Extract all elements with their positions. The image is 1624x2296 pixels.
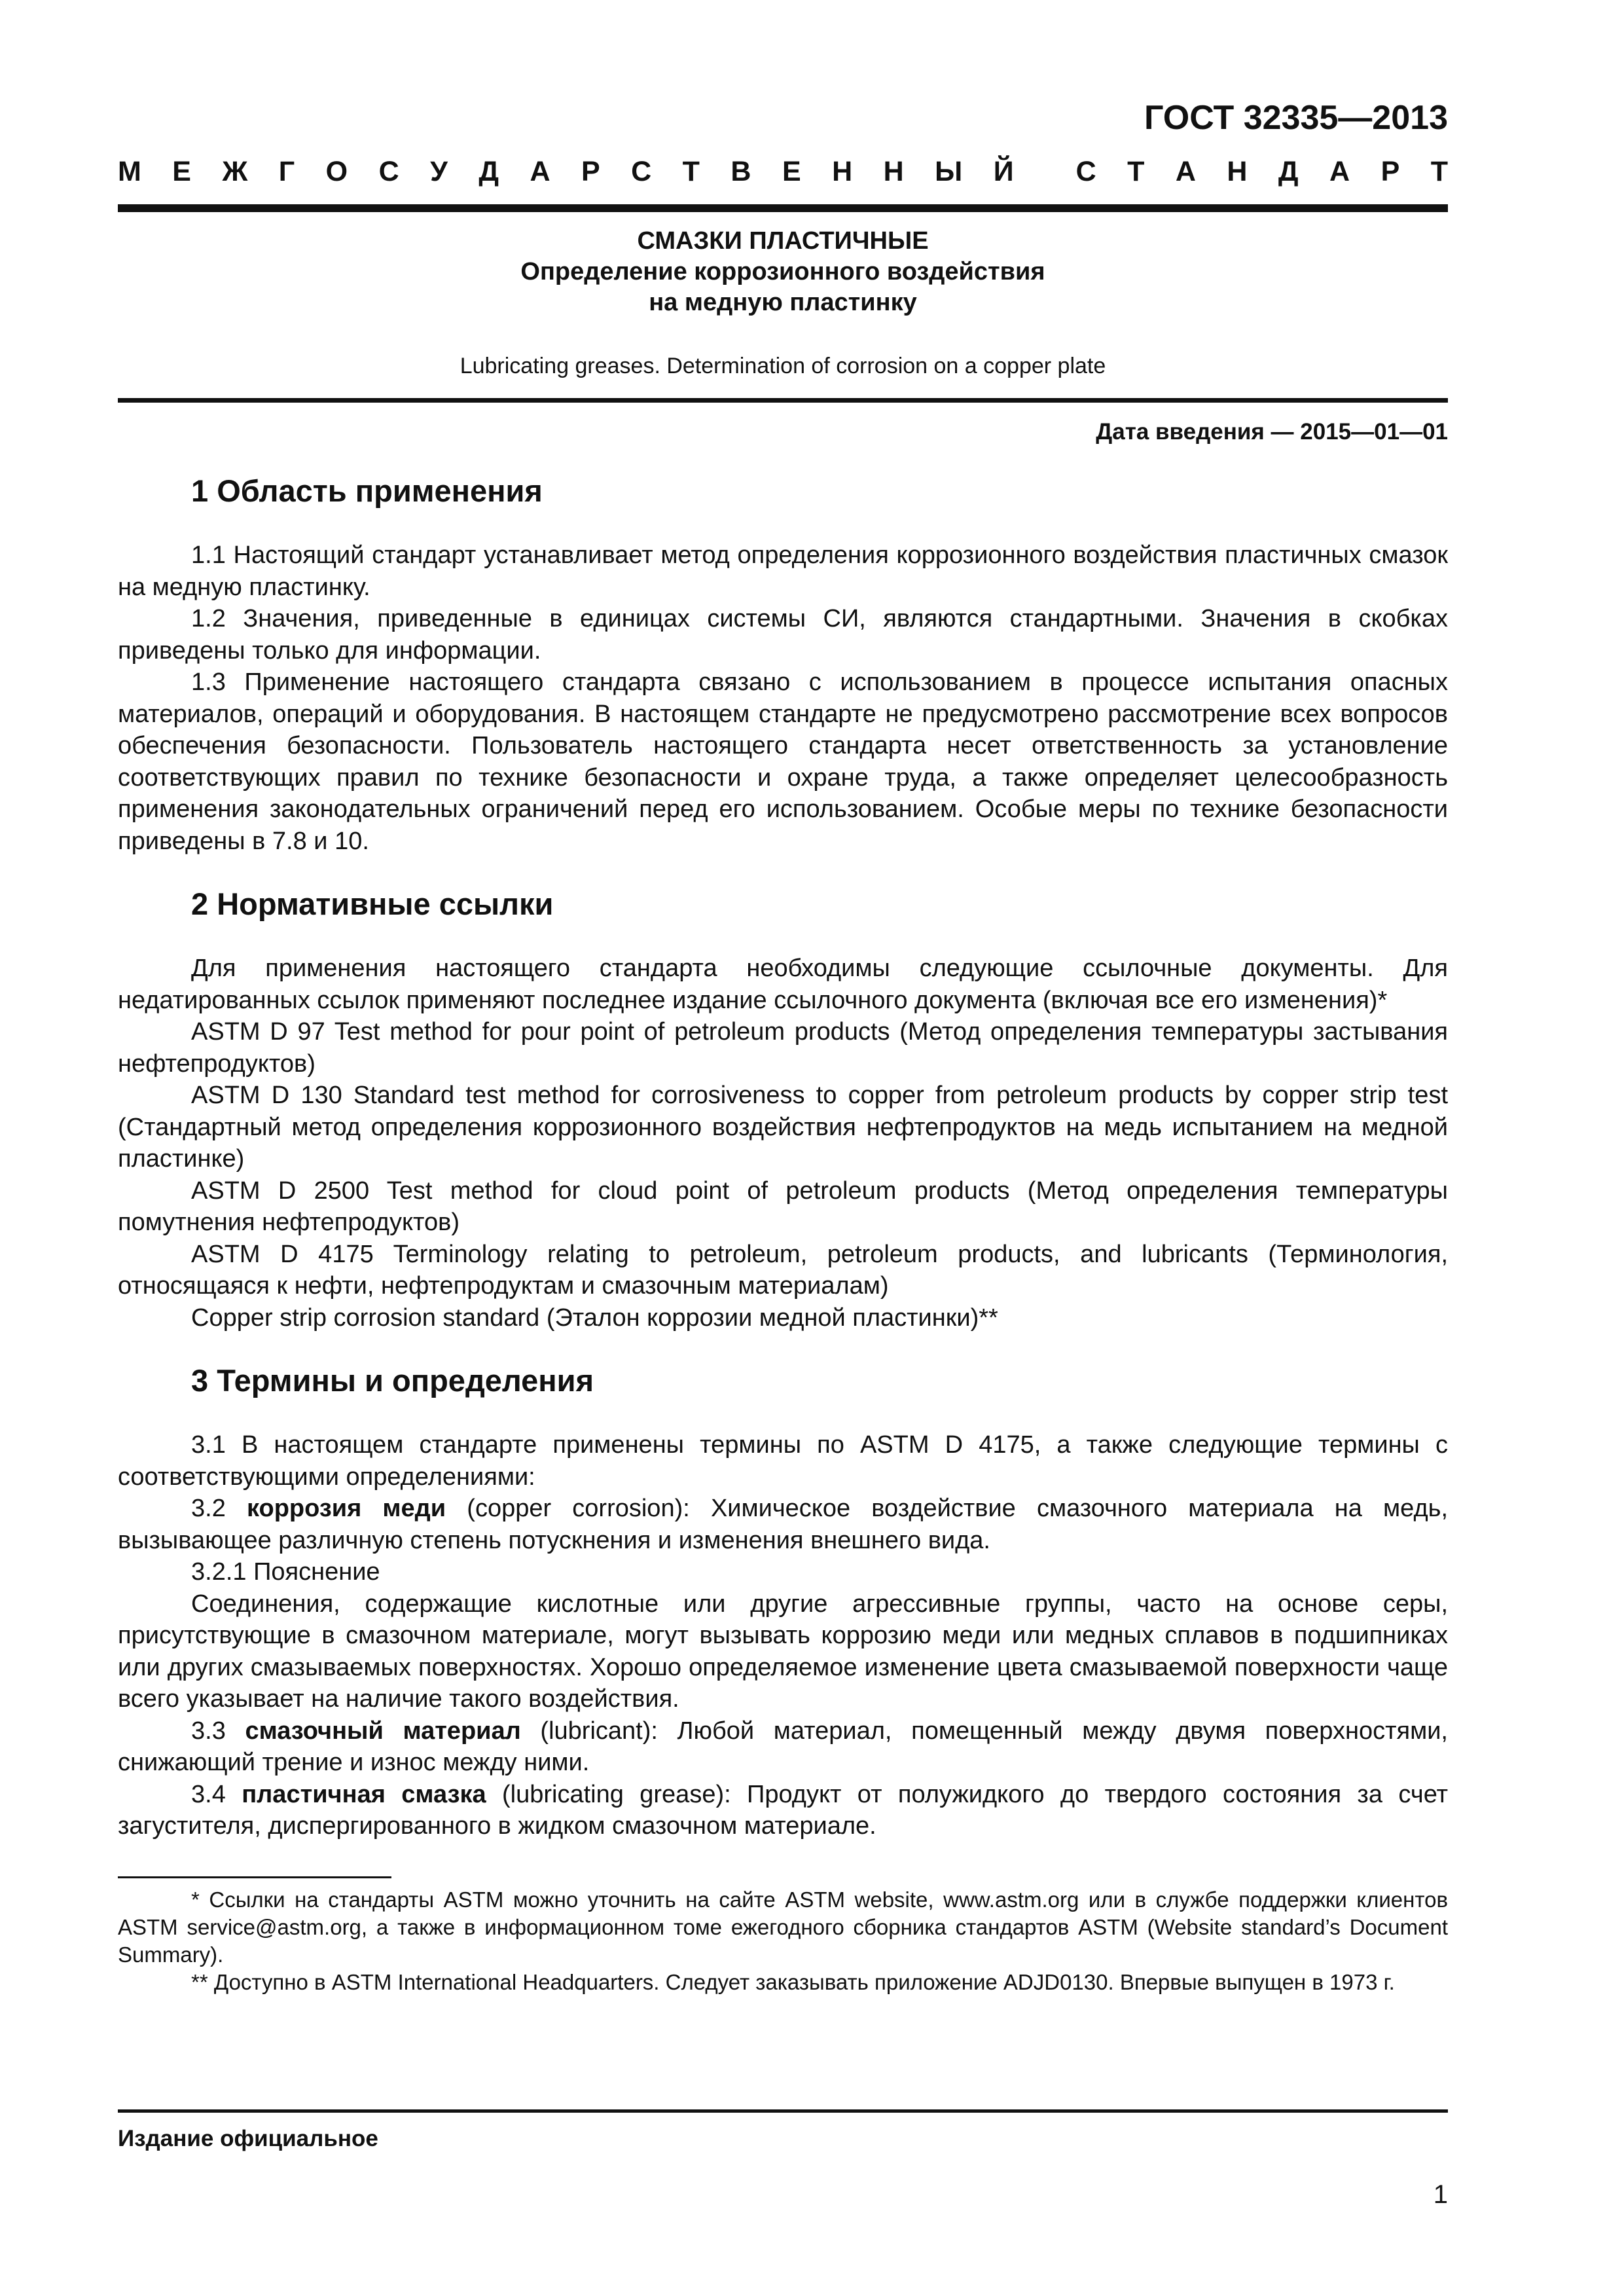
banner-letter: О: [325, 156, 348, 187]
paragraph: 3.2.1 Пояснение: [191, 1558, 380, 1586]
banner-letter: Н: [883, 156, 904, 187]
banner-letter: Т: [1430, 156, 1448, 187]
banner-letter: Ж: [222, 156, 248, 187]
banner-letter: Т: [682, 156, 700, 187]
subtitle-line: на медную пластинку: [649, 289, 917, 316]
paragraph: 1.3 Применение настоящего стандарта связано с использованием в процессе испытания опасных материалов, операций и оборудования. В настоящем стандарте не предусмотрено рассмотрение всех вопросов обеспечения безопасности. Пользователь настоящего стандарта несет ответственность за установление соответствующих правил по технике безопасности и охране труда, а также определяет целесообразность применения законодательных ограничений перед его использованием. Особые меры по технике безопасности приведены в 7.8 и 10.: [118, 668, 1448, 855]
clause-number: 3.3: [191, 1717, 245, 1745]
banner-letter: У: [430, 156, 448, 187]
term: коррозия меди: [246, 1495, 446, 1522]
gost-number: ГОСТ 32335—2013: [1144, 99, 1448, 137]
banner-letter: М: [118, 156, 141, 187]
banner-letter: А: [530, 156, 550, 187]
term-definition: [118, 1779, 1448, 1842]
banner-letter: Й: [993, 156, 1014, 187]
section-heading: 2 Нормативные ссылки: [191, 886, 554, 921]
paragraph: Для применения настоящего стандарта необходимы следующие ссылочные документы. Для недатированных ссылок применяют последнее издание ссылочного документа (включая все его изменения)*: [118, 955, 1448, 1014]
banner-letter: А: [1175, 156, 1196, 187]
reference-item: Copper strip corrosion standard (Эталон коррозии медной пластинки)**: [191, 1303, 998, 1332]
paragraph: Соединения, содержащие кислотные или другие агрессивные группы, часто на основе серы, присутствующие в смазочном материале, могут вызывать коррозию меди или медных сплавов в подшипниках или других смазываемых поверхностях. Хорошо определяемое изменение цвета смазываемой поверхности чаще всего указывает на наличие такого воздействия.: [118, 1590, 1448, 1713]
banner-letter: Н: [832, 156, 853, 187]
banner-letter: Д: [1278, 156, 1299, 187]
document-page: [118, 0, 1448, 2296]
title-rule: [118, 398, 1448, 403]
banner-letter: Р: [581, 156, 600, 187]
term: пластичная смазка: [242, 1780, 486, 1808]
banner-letter: Д: [478, 156, 499, 187]
reference-item: ASTM D 4175 Terminology relating to petroleum, petroleum products, and lubricants (Терминология, относящаяся к нефти, нефтепродуктам и смазочным материалам): [118, 1240, 1448, 1300]
term-definition: [118, 1715, 1448, 1779]
footnote: * Ссылки на стандарты ASTM можно уточнить на сайте ASTM website, www.astm.org или в службе поддержки клиентов ASTM service@astm.org, а также в информационном томе ежегодного сборника стандартов ASTM (Website standard’s Document Summary).: [118, 1887, 1448, 1967]
definition-text: (lubricant): Любой материал, помещенный между двумя поверхностями, снижающий трение и износ между ними.: [118, 1717, 1448, 1776]
banner-letter: Н: [1227, 156, 1248, 187]
banner-letter: В: [731, 156, 751, 187]
footer-rule: [118, 2109, 1448, 2113]
reference-item: ASTM D 97 Test method for pour point of petroleum products (Метод определения температуры застывания нефтепродуктов): [118, 1018, 1448, 1078]
term-definition: [118, 1493, 1448, 1556]
banner-letter: Е: [172, 156, 191, 187]
section-scope: [118, 473, 1448, 857]
banner-letter: С: [631, 156, 652, 187]
footnote-separator: [118, 1876, 391, 1878]
footnote: ** Доступно в ASTM International Headquarters. Следует заказывать приложение ADJD0130. Впервые выпущен в 1973 г.: [191, 1969, 1395, 1994]
official-edition-label: Издание официальное: [118, 2126, 378, 2151]
paragraph: 1.2 Значения, приведенные в единицах системы СИ, являются стандартными. Значения в скобках приведены только для информации.: [118, 605, 1448, 665]
term: смазочный материал: [245, 1717, 521, 1745]
english-title: Lubricating greases. Determination of corrosion on a copper plate: [460, 354, 1106, 378]
banner-letter: А: [1329, 156, 1350, 187]
page-number: 1: [1433, 2180, 1448, 2209]
footnotes: [118, 1886, 1448, 1996]
section-heading: 1 Область применения: [191, 473, 543, 508]
section-heading: 3 Термины и определения: [191, 1363, 594, 1398]
document-title: [118, 226, 1448, 318]
introduction-date: Дата введения — 2015—01—01: [1096, 419, 1448, 445]
section-normative-references: [118, 886, 1448, 1334]
paragraph: 1.1 Настоящий стандарт устанавливает метод определения коррозионного воздействия пластичных смазок на медную пластинку.: [118, 541, 1448, 601]
definition-text: (lubricating grease): Продукт от полужидкого до твердого состояния за счет загустителя, диспергированного в жидком смазочном материале.: [118, 1780, 1449, 1840]
clause-number: 3.4: [191, 1780, 242, 1808]
definition-text: (copper corrosion): Химическое воздействие смазочного материала на медь, вызывающее различную степень потускнения и изменения внешнего вида.: [118, 1495, 1448, 1554]
banner-letter: С: [1075, 156, 1096, 187]
section-terms-definitions: [118, 1362, 1448, 1842]
clause-number: 3.2: [191, 1495, 247, 1522]
paragraph: 3.1 В настоящем стандарте применены термины по ASTM D 4175, а также следующие термины с соответствующими определениями:: [118, 1431, 1448, 1491]
header-rule: [118, 204, 1448, 212]
banner-letter: С: [378, 156, 399, 187]
document-body: [118, 473, 1448, 1996]
banner-letter: Р: [1380, 156, 1400, 187]
interstate-standard-banner: [118, 156, 1448, 188]
banner-letter: Ы: [935, 156, 963, 187]
reference-item: ASTM D 130 Standard test method for corrosiveness to copper from petroleum products by copper strip test (Стандартный метод определения коррозионного воздействия нефтепродуктов на медь испытанием на медной пластинке): [118, 1082, 1448, 1173]
subtitle-line: Определение коррозионного воздействия: [520, 258, 1045, 285]
banner-letter: Е: [782, 156, 801, 187]
banner-letter: Т: [1127, 156, 1145, 187]
reference-item: ASTM D 2500 Test method for cloud point of petroleum products (Метод определения температуры помутнения нефтепродуктов): [118, 1176, 1448, 1236]
title-line: СМАЗКИ ПЛАСТИЧНЫЕ: [637, 227, 929, 255]
banner-letter: Г: [278, 156, 295, 187]
